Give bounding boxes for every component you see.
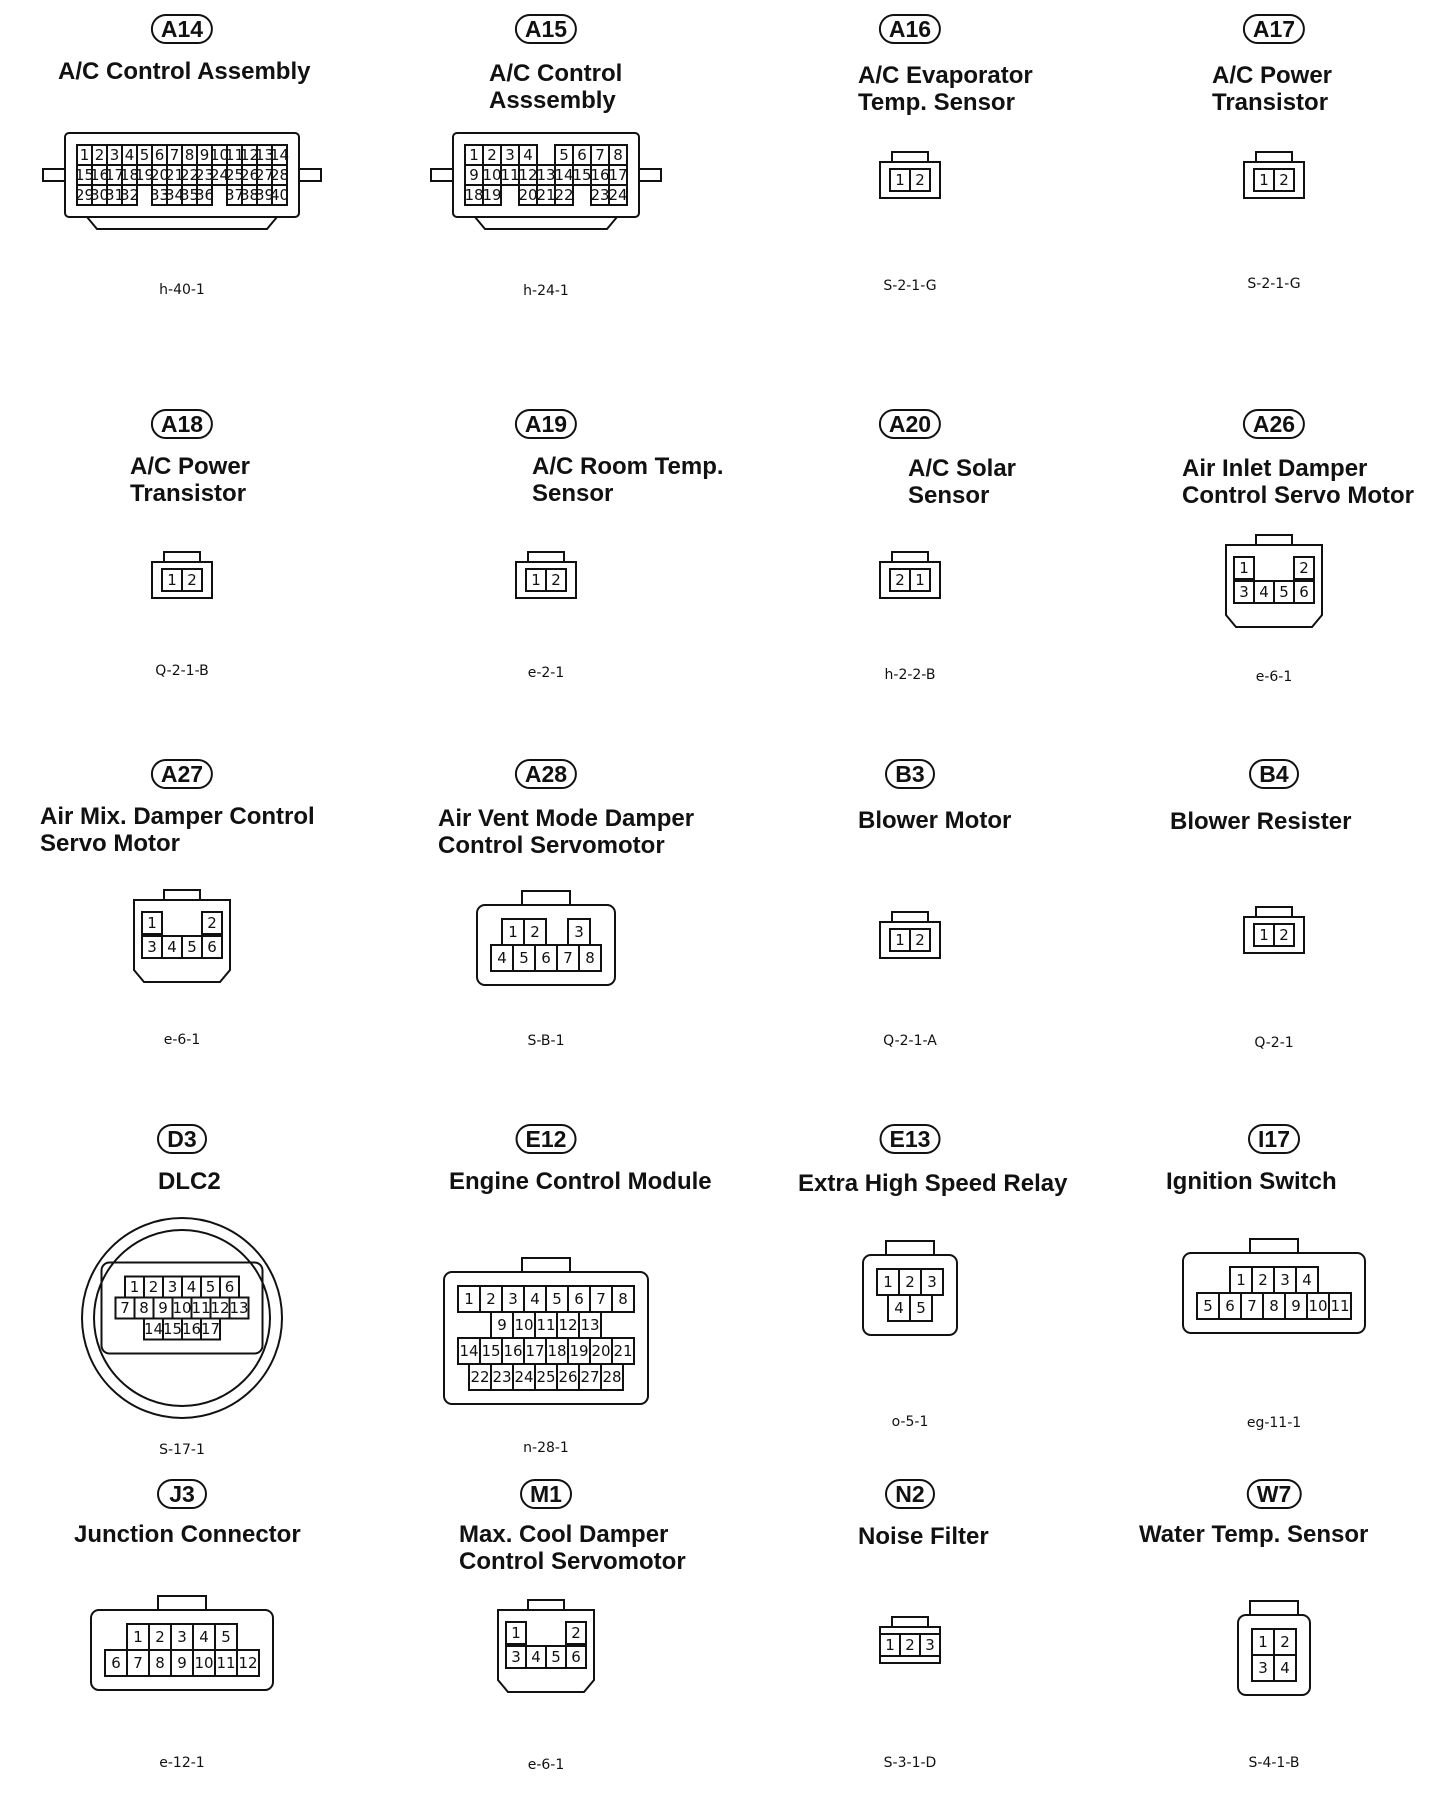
A28-pin-label: 6 xyxy=(541,949,551,967)
connector-face-a18 xyxy=(0,395,364,735)
A14-pin-label: 39 xyxy=(254,186,275,204)
connector-b3 xyxy=(728,745,1092,1085)
M1-pin-label: 5 xyxy=(551,1648,561,1666)
connector-part-code: Q-2-1-A xyxy=(883,1033,937,1049)
I17-pin-label: 8 xyxy=(1269,1297,1279,1315)
A14-pin-label: 3 xyxy=(109,146,120,164)
A14-pin-label: 40 xyxy=(269,186,290,204)
connector-face-m1 xyxy=(364,1465,728,1805)
J3-pin-label: 8 xyxy=(155,1654,165,1672)
connector-w7 xyxy=(1092,1465,1456,1805)
E12-pin-label: 11 xyxy=(536,1316,556,1334)
J3-pin-label: 9 xyxy=(177,1654,187,1672)
A15-pin-label: 6 xyxy=(577,146,587,164)
N2-pin-label: 1 xyxy=(885,1636,895,1654)
connector-face-a20 xyxy=(728,395,1092,735)
connector-part-code: e-6-1 xyxy=(1255,669,1293,685)
A14-pin-label: 32 xyxy=(119,186,140,204)
A15-pin-label: 18 xyxy=(464,186,484,204)
A19-pin-label: 1 xyxy=(531,571,541,589)
E12-pin-label: 7 xyxy=(596,1290,606,1308)
A14-pin-label: 28 xyxy=(269,166,290,184)
I17-pin-label: 5 xyxy=(1203,1297,1213,1315)
E12-pin-label: 13 xyxy=(580,1316,600,1334)
A15-pin-label: 19 xyxy=(482,186,502,204)
connector-id-badge: A27 xyxy=(151,759,213,789)
connector-title: Extra High Speed Relay xyxy=(798,1170,1068,1197)
A14-pin-label: 6 xyxy=(154,146,165,164)
connector-id-badge: B3 xyxy=(885,759,935,789)
E12-pin-label: 22 xyxy=(470,1368,490,1386)
I17-pin-label: 4 xyxy=(1302,1271,1312,1289)
connector-part-code: h-24-1 xyxy=(523,283,569,299)
connector-title: Engine Control Module xyxy=(449,1168,712,1195)
J3-pin-label: 4 xyxy=(199,1628,209,1646)
connector-part-code: n-28-1 xyxy=(523,1440,569,1456)
A15-pin-label: 21 xyxy=(536,186,556,204)
connector-part-code: h-40-1 xyxy=(159,282,205,298)
connector-part-code: e-6-1 xyxy=(527,1757,565,1773)
A26-pin-label: 5 xyxy=(1279,583,1289,601)
A14-pin-label: 15 xyxy=(74,166,95,184)
D3-pin-label: 2 xyxy=(148,1278,159,1296)
I17-pin-label: 10 xyxy=(1308,1297,1328,1315)
E13-pin-label: 2 xyxy=(905,1273,915,1291)
A14-pin-label: 24 xyxy=(209,166,230,184)
connector-face-a19 xyxy=(364,395,728,735)
I17-pin-label: 3 xyxy=(1280,1271,1290,1289)
connector-part-code: e-12-1 xyxy=(159,1755,205,1771)
D3-pin-label: 5 xyxy=(205,1278,216,1296)
A14-pin-label: 20 xyxy=(149,166,170,184)
A27-pin-label: 4 xyxy=(167,938,177,956)
connector-face-w7 xyxy=(1092,1465,1456,1805)
D3-pin-label: 3 xyxy=(167,1278,178,1296)
I17-pin-label: 2 xyxy=(1258,1271,1268,1289)
A27-pin-label: 6 xyxy=(207,938,217,956)
connector-part-code: S-3-1-D xyxy=(883,1755,937,1771)
W7-pin-label: 3 xyxy=(1258,1659,1268,1677)
A27-pin-label: 2 xyxy=(207,914,217,932)
A28-pin-label: 4 xyxy=(497,949,507,967)
A14-pin-label: 30 xyxy=(89,186,110,204)
connector-title: Ignition Switch xyxy=(1166,1168,1337,1195)
A14-pin-label: 21 xyxy=(164,166,185,184)
connector-part-code: o-5-1 xyxy=(891,1414,929,1430)
A14-pin-label: 35 xyxy=(179,186,200,204)
connector-id-badge: N2 xyxy=(885,1479,935,1509)
M1-pin-label: 6 xyxy=(571,1648,581,1666)
D3-pin-label: 4 xyxy=(186,1278,197,1296)
D3-pin-label: 7 xyxy=(120,1299,130,1317)
A14-pin-label: 23 xyxy=(194,166,215,184)
A15-pin-label: 11 xyxy=(500,166,520,184)
connector-id-badge: A14 xyxy=(151,14,213,44)
A14-pin-label: 19 xyxy=(134,166,155,184)
connector-id-badge: A28 xyxy=(515,759,577,789)
I17-pin-label: 9 xyxy=(1291,1297,1301,1315)
connector-part-code: eg-11-1 xyxy=(1246,1415,1302,1431)
connector-title: Air Mix. Damper Control Servo Motor xyxy=(40,803,315,857)
connector-id-badge: M1 xyxy=(520,1479,572,1509)
connector-j3 xyxy=(0,1465,364,1805)
E12-pin-label: 21 xyxy=(613,1342,633,1360)
E12-pin-label: 12 xyxy=(558,1316,578,1334)
J3-pin-label: 5 xyxy=(221,1628,231,1646)
A15-pin-label: 20 xyxy=(518,186,538,204)
E12-pin-label: 18 xyxy=(547,1342,567,1360)
connector-a17 xyxy=(1092,0,1456,340)
A20-pin-label: 1 xyxy=(915,571,925,589)
E12-pin-label: 14 xyxy=(459,1342,479,1360)
A14-pin-label: 8 xyxy=(184,146,195,164)
A14-pin-label: 10 xyxy=(209,146,230,164)
J3-pin-label: 12 xyxy=(238,1654,258,1672)
A14-pin-label: 16 xyxy=(89,166,110,184)
connector-a27 xyxy=(0,745,364,1085)
connector-id-badge: A15 xyxy=(515,14,577,44)
connector-e12 xyxy=(364,1110,728,1456)
D3-pin-label: 17 xyxy=(200,1320,221,1338)
connector-id-badge: E12 xyxy=(516,1124,577,1154)
A14-pin-label: 18 xyxy=(119,166,140,184)
E13-pin-label: 4 xyxy=(894,1299,904,1317)
A17-pin-label: 1 xyxy=(1259,171,1269,189)
A15-pin-label: 5 xyxy=(559,146,569,164)
A27-pin-label: 3 xyxy=(147,938,157,956)
E12-pin-label: 28 xyxy=(602,1368,622,1386)
connector-part-code: e-2-1 xyxy=(527,665,565,681)
connector-a18 xyxy=(0,395,364,735)
E12-pin-label: 4 xyxy=(530,1290,540,1308)
E12-pin-label: 3 xyxy=(508,1290,518,1308)
A15-pin-label: 15 xyxy=(572,166,592,184)
connector-a15 xyxy=(364,0,728,340)
A14-pin-label: 31 xyxy=(104,186,125,204)
A14-pin-label: 9 xyxy=(199,146,210,164)
D3-pin-label: 1 xyxy=(129,1278,140,1296)
W7-pin-label: 1 xyxy=(1258,1633,1268,1651)
connector-a14 xyxy=(0,0,364,340)
B4-pin-label: 1 xyxy=(1259,926,1269,944)
A14-pin-label: 13 xyxy=(254,146,275,164)
connector-id-badge: B4 xyxy=(1249,759,1299,789)
A14-pin-label: 2 xyxy=(94,146,105,164)
connector-part-code: h-2-2-B xyxy=(884,667,936,683)
D3-pin-label: 14 xyxy=(143,1320,164,1338)
connector-id-badge: A17 xyxy=(1243,14,1305,44)
J3-pin-label: 10 xyxy=(194,1654,214,1672)
E12-pin-label: 24 xyxy=(514,1368,534,1386)
N2-pin-label: 2 xyxy=(905,1636,915,1654)
E12-pin-label: 23 xyxy=(492,1368,512,1386)
W7-pin-label: 4 xyxy=(1280,1659,1290,1677)
E12-pin-label: 17 xyxy=(525,1342,545,1360)
connector-face-j3 xyxy=(0,1465,364,1805)
connector-a19 xyxy=(364,395,728,735)
D3-pin-label: 6 xyxy=(224,1278,235,1296)
D3-pin-label: 9 xyxy=(158,1299,168,1317)
connector-id-badge: A18 xyxy=(151,409,213,439)
A14-pin-label: 14 xyxy=(269,146,290,164)
connector-id-badge: A20 xyxy=(879,409,941,439)
D3-pin-label: 12 xyxy=(210,1299,230,1317)
E12-pin-label: 9 xyxy=(497,1316,507,1334)
A28-pin-label: 5 xyxy=(519,949,529,967)
connector-title: A/C Control Asssembly xyxy=(489,60,623,114)
A15-pin-label: 16 xyxy=(590,166,610,184)
connector-part-code: e-6-1 xyxy=(163,1032,201,1048)
A26-pin-label: 2 xyxy=(1299,559,1309,577)
A14-pin-label: 26 xyxy=(239,166,260,184)
A28-pin-label: 7 xyxy=(563,949,573,967)
connector-title: A/C Power Transistor xyxy=(1212,62,1333,116)
connector-title: Blower Motor xyxy=(858,807,1012,834)
E12-pin-label: 10 xyxy=(514,1316,534,1334)
J3-pin-label: 6 xyxy=(111,1654,121,1672)
connector-title: Blower Resister xyxy=(1170,808,1352,835)
connector-title: A/C Room Temp. Sensor xyxy=(532,453,724,507)
A15-pin-label: 13 xyxy=(536,166,556,184)
connector-title: Noise Filter xyxy=(858,1523,989,1550)
B3-pin-label: 2 xyxy=(915,931,925,949)
connector-face-b4 xyxy=(1092,745,1456,1085)
A14-pin-label: 27 xyxy=(254,166,275,184)
A14-pin-label: 33 xyxy=(149,186,170,204)
I17-pin-label: 1 xyxy=(1236,1271,1246,1289)
M1-pin-label: 3 xyxy=(511,1648,521,1666)
A15-pin-label: 7 xyxy=(595,146,605,164)
J3-pin-label: 7 xyxy=(133,1654,143,1672)
connector-a20 xyxy=(728,395,1092,735)
D3-pin-label: 13 xyxy=(229,1299,249,1317)
A14-pin-label: 34 xyxy=(164,186,185,204)
connector-a16 xyxy=(728,0,1092,340)
J3-pin-label: 1 xyxy=(133,1628,143,1646)
A14-pin-label: 29 xyxy=(74,186,95,204)
A14-pin-label: 22 xyxy=(179,166,200,184)
connector-id-badge: A26 xyxy=(1243,409,1305,439)
connector-title: A/C Solar Sensor xyxy=(908,455,1017,509)
A27-pin-label: 5 xyxy=(187,938,197,956)
B3-pin-label: 1 xyxy=(895,931,905,949)
connector-face-n2 xyxy=(728,1465,1092,1805)
connector-part-code: Q-2-1-B xyxy=(155,663,209,679)
A15-pin-label: 12 xyxy=(518,166,538,184)
connector-m1 xyxy=(364,1465,728,1805)
A15-pin-label: 9 xyxy=(469,166,479,184)
connector-part-code: Q-2-1 xyxy=(1254,1035,1294,1051)
A15-pin-label: 4 xyxy=(523,146,533,164)
connector-part-code: S-B-1 xyxy=(527,1033,565,1049)
A14-pin-label: 37 xyxy=(224,186,245,204)
A14-pin-label: 25 xyxy=(224,166,245,184)
connector-id-badge: I17 xyxy=(1248,1124,1300,1154)
A17-pin-label: 2 xyxy=(1279,171,1289,189)
connector-id-badge: A19 xyxy=(515,409,577,439)
connector-id-badge: J3 xyxy=(157,1479,207,1509)
I17-pin-label: 6 xyxy=(1225,1297,1235,1315)
A14-pin-label: 36 xyxy=(194,186,215,204)
connector-n2 xyxy=(728,1465,1092,1805)
I17-pin-label: 11 xyxy=(1330,1297,1350,1315)
connector-title: Water Temp. Sensor xyxy=(1139,1521,1369,1548)
connector-title: Air Inlet Damper Control Servo Motor xyxy=(1182,455,1414,509)
connector-a28 xyxy=(364,745,728,1085)
E12-pin-label: 6 xyxy=(574,1290,584,1308)
connector-a26 xyxy=(1092,395,1456,735)
A15-pin-label: 3 xyxy=(505,146,515,164)
D3-pin-label: 10 xyxy=(172,1299,192,1317)
J3-pin-label: 3 xyxy=(177,1628,187,1646)
connector-e13 xyxy=(728,1110,1092,1450)
E13-pin-label: 1 xyxy=(883,1273,893,1291)
connector-id-badge: D3 xyxy=(157,1124,207,1154)
A27-pin-label: 1 xyxy=(147,914,157,932)
A15-pin-label: 14 xyxy=(554,166,574,184)
E13-pin-label: 5 xyxy=(916,1299,926,1317)
connector-b4 xyxy=(1092,745,1456,1085)
M1-pin-label: 4 xyxy=(531,1648,541,1666)
J3-pin-label: 11 xyxy=(216,1654,236,1672)
connector-part-code: S-2-1-G xyxy=(1247,276,1301,292)
connector-i17 xyxy=(1092,1110,1456,1450)
E12-pin-label: 19 xyxy=(569,1342,589,1360)
E12-pin-label: 5 xyxy=(552,1290,562,1308)
E12-pin-label: 27 xyxy=(580,1368,600,1386)
connector-id-badge: E13 xyxy=(880,1124,941,1154)
D3-pin-label: 8 xyxy=(139,1299,149,1317)
J3-pin-label: 2 xyxy=(155,1628,165,1646)
A28-pin-label: 2 xyxy=(530,923,540,941)
connector-title: A/C Evaporator Temp. Sensor xyxy=(858,62,1033,116)
connector-face-e13 xyxy=(728,1110,1092,1450)
connector-face-e12 xyxy=(364,1110,728,1450)
A14-pin-label: 4 xyxy=(124,146,135,164)
A15-pin-label: 10 xyxy=(482,166,502,184)
E12-pin-label: 1 xyxy=(464,1290,474,1308)
A14-pin-label: 17 xyxy=(104,166,125,184)
connector-title: Max. Cool Damper Control Servomotor xyxy=(459,1521,686,1575)
connector-face-i17 xyxy=(1092,1110,1456,1450)
E12-pin-label: 20 xyxy=(591,1342,611,1360)
B4-pin-label: 2 xyxy=(1279,926,1289,944)
M1-pin-label: 2 xyxy=(571,1624,581,1642)
E12-pin-label: 25 xyxy=(536,1368,556,1386)
A18-pin-label: 2 xyxy=(187,571,197,589)
A18-pin-label: 1 xyxy=(167,571,177,589)
connector-title: A/C Control Assembly xyxy=(58,58,311,85)
A26-pin-label: 6 xyxy=(1299,583,1309,601)
A16-pin-label: 1 xyxy=(895,171,905,189)
N2-pin-label: 3 xyxy=(925,1636,935,1654)
D3-pin-label: 15 xyxy=(162,1320,183,1338)
E12-pin-label: 2 xyxy=(486,1290,496,1308)
A15-pin-label: 8 xyxy=(613,146,623,164)
W7-pin-label: 2 xyxy=(1280,1633,1290,1651)
A14-pin-label: 5 xyxy=(139,146,150,164)
A14-pin-label: 12 xyxy=(239,146,260,164)
A28-pin-label: 3 xyxy=(574,923,584,941)
A14-pin-label: 1 xyxy=(79,146,90,164)
A26-pin-label: 1 xyxy=(1239,559,1249,577)
connector-d3 xyxy=(0,1110,364,1458)
M1-pin-label: 1 xyxy=(511,1624,521,1642)
A14-pin-label: 11 xyxy=(224,146,245,164)
connector-part-code: S-2-1-G xyxy=(883,278,937,294)
E12-pin-label: 26 xyxy=(558,1368,578,1386)
A15-pin-label: 24 xyxy=(608,186,628,204)
E12-pin-label: 16 xyxy=(503,1342,523,1360)
connector-title: DLC2 xyxy=(158,1168,221,1195)
A26-pin-label: 3 xyxy=(1239,583,1249,601)
E13-pin-label: 3 xyxy=(927,1273,937,1291)
A14-pin-label: 7 xyxy=(169,146,180,164)
A16-pin-label: 2 xyxy=(915,171,925,189)
connector-face-d3 xyxy=(0,1110,364,1450)
I17-pin-label: 7 xyxy=(1247,1297,1257,1315)
A20-pin-label: 2 xyxy=(895,571,905,589)
A15-pin-label: 2 xyxy=(487,146,497,164)
connector-title: Junction Connector xyxy=(74,1521,301,1548)
connector-part-code: S-4-1-B xyxy=(1248,1755,1300,1771)
A15-pin-label: 17 xyxy=(608,166,628,184)
connector-part-code: S-17-1 xyxy=(159,1442,205,1458)
D3-pin-label: 16 xyxy=(181,1320,202,1338)
connector-title: Air Vent Mode Damper Control Servomotor xyxy=(438,805,695,859)
D3-pin-label: 11 xyxy=(191,1299,211,1317)
E12-pin-label: 15 xyxy=(481,1342,501,1360)
connector-id-badge: W7 xyxy=(1247,1479,1302,1509)
A15-pin-label: 1 xyxy=(469,146,479,164)
A14-pin-label: 38 xyxy=(239,186,260,204)
E12-pin-label: 8 xyxy=(618,1290,628,1308)
A26-pin-label: 4 xyxy=(1259,583,1269,601)
A28-pin-label: 1 xyxy=(508,923,518,941)
A15-pin-label: 23 xyxy=(590,186,610,204)
connector-title: A/C Power Transistor xyxy=(130,453,251,507)
A28-pin-label: 8 xyxy=(585,949,595,967)
connector-id-badge: A16 xyxy=(879,14,941,44)
A15-pin-label: 22 xyxy=(554,186,574,204)
A19-pin-label: 2 xyxy=(551,571,561,589)
